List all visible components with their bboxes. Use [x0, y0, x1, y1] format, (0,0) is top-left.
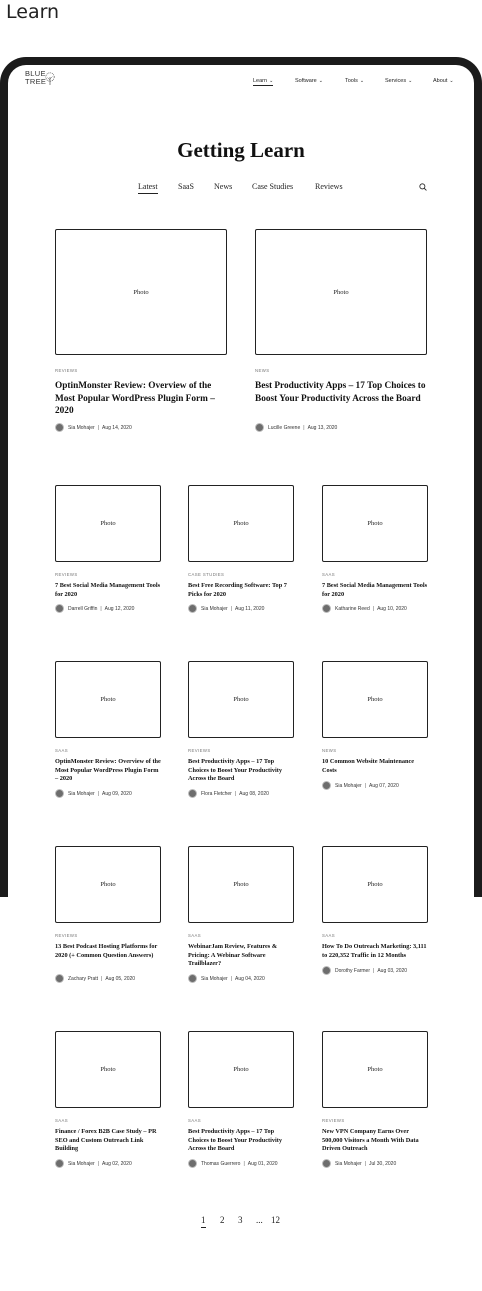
avatar: [55, 789, 64, 798]
article-title[interactable]: Best Productivity Apps – 17 Top Choices to Boost Your Productivity Across the Board: [188, 758, 282, 783]
main-nav: [0, 78, 482, 90]
avatar: [55, 1159, 64, 1168]
tab-latest[interactable]: Latest: [138, 182, 158, 194]
avatar: [322, 1159, 331, 1168]
article-meta: [322, 604, 407, 613]
nav-item-about[interactable]: [433, 78, 454, 84]
avatar: [188, 974, 197, 983]
author-name[interactable]: Sia Mohajer: [335, 782, 362, 789]
article-meta: [55, 604, 134, 613]
avatar: [188, 789, 197, 798]
author-name[interactable]: Sia Mohajer: [335, 1160, 362, 1167]
article-category[interactable]: NEWS: [322, 748, 337, 753]
article-date: Aug 11, 2020: [235, 605, 265, 612]
page-ellipsis: ...: [256, 1215, 263, 1225]
article-title[interactable]: 13 Best Podcast Hosting Platforms for 2020 (+ Common Question Answers): [55, 943, 158, 959]
article-date: Aug 12, 2020: [104, 605, 135, 612]
author-name[interactable]: Thomas Guerrero: [201, 1160, 241, 1167]
article-category[interactable]: REVIEWS: [55, 368, 78, 373]
article-category[interactable]: SAAS: [55, 1118, 69, 1123]
article-photo[interactable]: Photo: [255, 229, 427, 355]
article-date: Aug 07, 2020: [369, 782, 399, 789]
page-12-link[interactable]: 12: [271, 1215, 280, 1225]
article-date: Aug 08, 2020: [239, 790, 269, 797]
author-name[interactable]: Sia Mohajer: [68, 424, 95, 431]
article-photo[interactable]: Photo: [188, 1031, 294, 1108]
tab-case-studies[interactable]: Case Studies: [252, 182, 294, 191]
article-date: Aug 01, 2020: [247, 1160, 278, 1167]
article-category[interactable]: CASE STUDIES: [188, 572, 225, 577]
pagination: [0, 1215, 482, 1231]
meta-separator: |: [101, 975, 103, 982]
article-meta: [55, 974, 135, 983]
author-name[interactable]: Sia Mohajer: [68, 790, 95, 797]
meta-separator: |: [243, 1160, 245, 1167]
article-title[interactable]: New VPN Company Earns Over 500,000 Visitors a Month With Data Driven Outreach: [322, 1128, 419, 1153]
logo-line-2: TREE: [25, 77, 47, 86]
article-meta: [55, 789, 132, 798]
article-title[interactable]: OptinMonster Review: Overview of the Most Popular WordPress Plugin Form – 2020: [55, 758, 161, 783]
meta-separator: |: [373, 967, 375, 974]
search-icon[interactable]: [419, 183, 427, 191]
nav-label: Software: [295, 78, 317, 84]
article-meta: [188, 604, 264, 613]
logo-line-1: BLUE: [25, 69, 46, 78]
article-meta: [322, 1159, 396, 1168]
avatar: [322, 604, 331, 613]
author-name[interactable]: Sia Mohajer: [201, 605, 228, 612]
article-date: Aug 05, 2020: [105, 975, 136, 982]
avatar: [188, 604, 197, 613]
article-date: Aug 09, 2020: [102, 790, 132, 797]
article-meta: [255, 423, 337, 432]
avatar: [322, 781, 331, 790]
nav-label: Tools: [345, 78, 358, 84]
article-photo[interactable]: Photo: [55, 485, 161, 562]
article-title[interactable]: WebinarJam Review, Features & Pricing: A Webinar Software Trailblazer?: [188, 943, 278, 968]
page-1-link[interactable]: 1: [201, 1215, 206, 1228]
article-category[interactable]: SAAS: [55, 748, 69, 753]
meta-separator: |: [303, 424, 305, 431]
article-title[interactable]: OptinMonster Review: Overview of the Most Popular WordPress Plugin Form – 2020: [55, 381, 215, 416]
nav-item-services[interactable]: [385, 78, 412, 84]
article-date: Aug 10, 2020: [377, 605, 407, 612]
article-meta: [55, 1159, 132, 1168]
meta-separator: |: [230, 975, 232, 982]
avatar: [322, 966, 331, 975]
author-name[interactable]: Katharine Reed: [335, 605, 370, 612]
meta-separator: |: [364, 1160, 366, 1167]
chevron-down-icon: ⌄: [269, 78, 274, 84]
meta-separator: |: [372, 605, 375, 612]
article-category[interactable]: REVIEWS: [188, 748, 211, 753]
nav-label: Services: [385, 78, 407, 84]
article-photo[interactable]: Photo: [55, 846, 161, 923]
article-photo[interactable]: Photo: [55, 229, 227, 355]
article-date: Aug 04, 2020: [235, 975, 265, 982]
tab-reviews[interactable]: Reviews: [315, 182, 343, 191]
article-title[interactable]: How To Do Outreach Marketing: 3,111 to 220,352 Traffic in 12 Months: [322, 943, 427, 959]
article-category[interactable]: REVIEWS: [55, 572, 78, 577]
page-title: Getting Learn: [177, 138, 305, 162]
author-name[interactable]: Darrell Griffin: [68, 605, 98, 612]
article-date: Aug 14, 2020: [102, 424, 132, 431]
category-tabs: [0, 182, 482, 196]
avatar: [188, 1159, 197, 1168]
nav-label: About: [433, 78, 448, 84]
article-photo[interactable]: Photo: [322, 1031, 428, 1108]
meta-separator: |: [100, 605, 102, 612]
chevron-down-icon: ⌄: [318, 78, 323, 84]
nav-label: Learn: [253, 78, 268, 84]
article-photo[interactable]: Photo: [188, 485, 294, 562]
article-meta: [322, 966, 407, 975]
article-meta: [188, 1159, 278, 1168]
article-title[interactable]: 7 Best Social Media Management Tools for 2020: [322, 582, 428, 598]
article-date: Aug 03, 2020: [377, 967, 408, 974]
article-date: Jul 30, 2020: [369, 1160, 397, 1167]
article-meta: [322, 781, 399, 790]
meta-separator: |: [97, 1160, 99, 1167]
article-photo[interactable]: Photo: [322, 661, 428, 738]
article-category[interactable]: REVIEWS: [322, 1118, 345, 1123]
meta-separator: |: [230, 605, 232, 612]
author-name[interactable]: Lucille Greene: [268, 424, 301, 431]
meta-separator: |: [364, 782, 366, 789]
page-3-link: 3: [238, 1215, 243, 1225]
page-label: Learn: [6, 1, 60, 23]
article-title[interactable]: Finance / Forex B2B Case Study – PR SEO and Custom Outreach Link Building: [55, 1128, 157, 1153]
article-category[interactable]: SAAS: [322, 572, 336, 577]
article-title[interactable]: Best Free Recording Software: Top 7 Picks for 2020: [188, 582, 287, 598]
article-date: Aug 13, 2020: [307, 424, 338, 431]
article-photo[interactable]: Photo: [322, 846, 428, 923]
avatar: [255, 423, 264, 432]
author-name[interactable]: Flora Fletcher: [201, 790, 232, 797]
article-meta: [55, 423, 132, 432]
avatar: [55, 974, 64, 983]
chevron-down-icon: ⌄: [408, 78, 413, 84]
article-title[interactable]: 10 Common Website Maintenance Costs: [322, 758, 415, 774]
nav-item-tools[interactable]: [345, 78, 364, 84]
article-category[interactable]: REVIEWS: [55, 933, 78, 938]
chevron-down-icon: ⌄: [449, 78, 454, 84]
article-meta: [188, 974, 265, 983]
avatar: [55, 604, 64, 613]
article-title[interactable]: Best Productivity Apps – 17 Top Choices to Boost Your Productivity Across the Board: [188, 1128, 282, 1153]
author-name[interactable]: Dorothy Farmer: [335, 967, 371, 974]
article-category[interactable]: SAAS: [322, 933, 336, 938]
article-category[interactable]: NEWS: [255, 368, 270, 373]
author-name[interactable]: Sia Mohajer: [201, 975, 228, 982]
nav-item-learn[interactable]: [253, 78, 273, 86]
article-photo[interactable]: Photo: [55, 661, 161, 738]
chevron-down-icon: ⌄: [359, 78, 365, 84]
article-date: Aug 02, 2020: [102, 1160, 132, 1167]
avatar: [55, 423, 64, 432]
page-2-link[interactable]: 2: [220, 1215, 225, 1225]
article-photo[interactable]: Photo: [322, 485, 428, 562]
article-photo[interactable]: Photo: [188, 661, 294, 738]
article-photo[interactable]: Photo: [188, 846, 294, 923]
article-category[interactable]: SAAS: [188, 933, 202, 938]
article-title[interactable]: 7 Best Social Media Management Tools for 2020: [55, 582, 161, 598]
tab-saas[interactable]: SaaS: [178, 182, 194, 191]
tab-news[interactable]: News: [214, 182, 233, 191]
article-category[interactable]: SAAS: [188, 1118, 202, 1123]
nav-item-software[interactable]: [295, 78, 323, 84]
meta-separator: |: [97, 424, 99, 431]
meta-separator: |: [234, 790, 237, 797]
meta-separator: |: [97, 790, 99, 797]
article-meta: [188, 789, 269, 798]
author-name[interactable]: Zachary Pratt: [68, 975, 99, 982]
article-title[interactable]: Best Productivity Apps – 17 Top Choices to Boost Your Productivity Across the Board: [255, 381, 426, 404]
author-name[interactable]: Sia Mohajer: [68, 1160, 95, 1167]
article-photo[interactable]: Photo: [55, 1031, 161, 1108]
